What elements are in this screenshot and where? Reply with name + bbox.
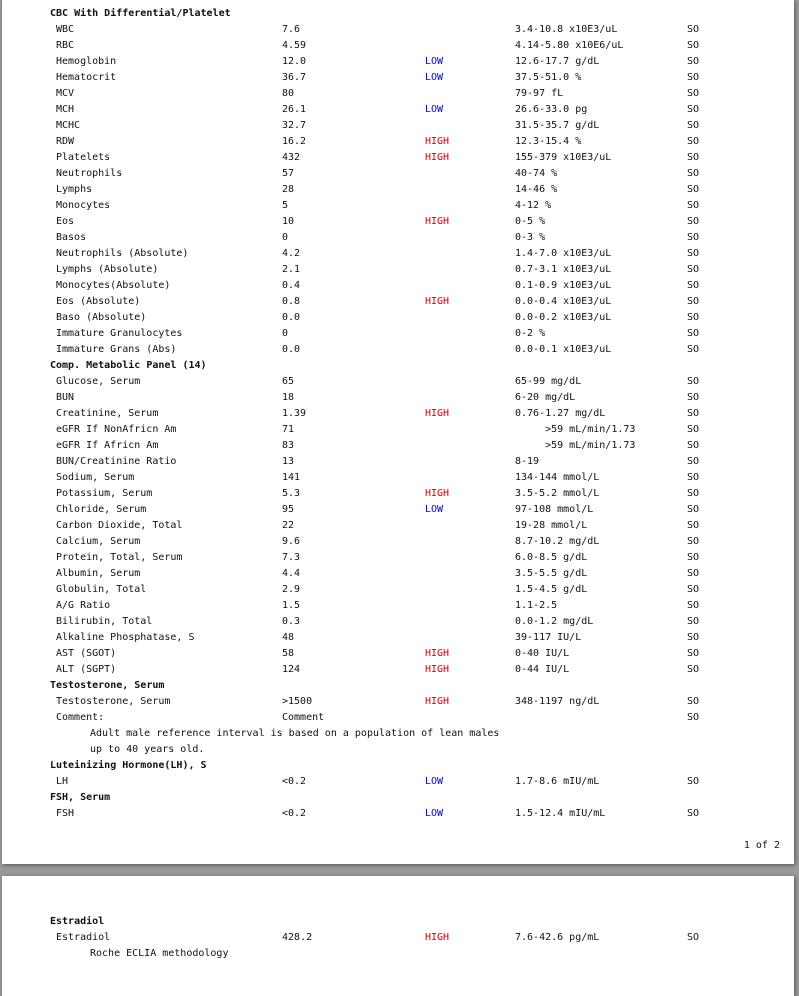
lab-site-code: SO (687, 488, 700, 499)
test-name: BUN/Creatinine Ratio (56, 456, 177, 467)
test-value: 4.2 (282, 248, 301, 259)
result-note (2, 726, 794, 742)
lab-site-code: SO (687, 504, 700, 515)
lab-site-code: SO (687, 264, 700, 275)
test-name: Albumin, Serum (56, 568, 141, 579)
result-row-egfr-if-nonafricn-am (2, 422, 794, 438)
reference-range: >59 mL/min/1.73 (515, 424, 636, 435)
result-row-monocytes (2, 198, 794, 214)
test-value: 22 (282, 520, 295, 531)
reference-range: 0-2 % (515, 328, 546, 339)
test-value: 71 (282, 424, 295, 435)
test-name: Alkaline Phosphatase, S (56, 632, 195, 643)
test-value: <0.2 (282, 776, 307, 787)
reference-range: 3.5-5.2 mmol/L (515, 488, 600, 499)
test-name: WBC (56, 24, 75, 35)
test-value: 10 (282, 216, 295, 227)
reference-range: 31.5-35.7 g/dL (515, 120, 600, 131)
test-value: 83 (282, 440, 295, 451)
lab-site-code: SO (687, 376, 700, 387)
test-value: 13 (282, 456, 295, 467)
test-value: 5 (282, 200, 289, 211)
test-name: RBC (56, 40, 75, 51)
test-name: Protein, Total, Serum (56, 552, 183, 563)
test-name: ALT (SGPT) (56, 664, 117, 675)
result-row-eos (2, 214, 794, 230)
result-flag: HIGH (425, 932, 450, 943)
test-value: 2.9 (282, 584, 301, 595)
lab-site-code: SO (687, 424, 700, 435)
lab-site-code: SO (687, 552, 700, 563)
reference-range: 3.4-10.8 x10E3/uL (515, 24, 618, 35)
result-flag: HIGH (425, 296, 450, 307)
reference-range: 37.5-51.0 % (515, 72, 582, 83)
reference-range: 0.0-0.2 x10E3/uL (515, 312, 612, 323)
test-value: 0 (282, 328, 289, 339)
test-name: Potassium, Serum (56, 488, 153, 499)
test-name: Monocytes (56, 200, 111, 211)
lab-site-code: SO (687, 408, 700, 419)
result-row-creatinine-serum (2, 406, 794, 422)
result-row-sodium-serum (2, 470, 794, 486)
test-value: 12.0 (282, 56, 307, 67)
lab-site-code: SO (687, 648, 700, 659)
test-name: Eos (Absolute) (56, 296, 141, 307)
result-row-alt-sgpt (2, 662, 794, 678)
test-value: 28 (282, 184, 295, 195)
test-name: Immature Grans (Abs) (56, 344, 177, 355)
result-row-mch (2, 102, 794, 118)
result-row-mchc (2, 118, 794, 134)
result-flag: HIGH (425, 152, 450, 163)
result-flag: LOW (425, 72, 444, 83)
test-name: Hemoglobin (56, 56, 117, 67)
section-title: CBC With Differential/Platelet (50, 8, 231, 19)
section-title: Comp. Metabolic Panel (14) (50, 360, 207, 371)
lab-site-code: SO (687, 328, 700, 339)
test-name: MCV (56, 88, 75, 99)
test-value: Comment (282, 712, 325, 723)
result-row-bun (2, 390, 794, 406)
lab-site-code: SO (687, 72, 700, 83)
reference-range: 1.4-7.0 x10E3/uL (515, 248, 612, 259)
test-name: Basos (56, 232, 87, 243)
test-value: 0.8 (282, 296, 301, 307)
result-row-eos-absolute (2, 294, 794, 310)
reference-range: 65-99 mg/dL (515, 376, 582, 387)
reference-range: 8-19 (515, 456, 540, 467)
test-value: 32.7 (282, 120, 307, 131)
result-flag: LOW (425, 776, 444, 787)
result-row-baso-absolute (2, 310, 794, 326)
test-value: 0.4 (282, 280, 301, 291)
test-value: <0.2 (282, 808, 307, 819)
reference-range: 0.0-0.1 x10E3/uL (515, 344, 612, 355)
reference-range: 1.5-4.5 g/dL (515, 584, 588, 595)
test-value: 9.6 (282, 536, 301, 547)
result-row-neutrophils (2, 166, 794, 182)
section-header-fsh-serum (2, 790, 794, 806)
lab-site-code: SO (687, 120, 700, 131)
reference-range: 14-46 % (515, 184, 558, 195)
test-value: 16.2 (282, 136, 307, 147)
result-row-rbc (2, 38, 794, 54)
lab-site-code: SO (687, 632, 700, 643)
result-row-bun-creatinine-ratio (2, 454, 794, 470)
test-name: Globulin, Total (56, 584, 147, 595)
lab-site-code: SO (687, 40, 700, 51)
result-row-fsh (2, 806, 794, 822)
test-value: 428.2 (282, 932, 313, 943)
note-text: up to 40 years old. (90, 744, 205, 755)
reference-range: 0.7-3.1 x10E3/uL (515, 264, 612, 275)
result-row-rdw (2, 134, 794, 150)
test-name: Platelets (56, 152, 111, 163)
lab-site-code: SO (687, 88, 700, 99)
test-name: eGFR If NonAfricn Am (56, 424, 177, 435)
result-row-calcium-serum (2, 534, 794, 550)
result-row-monocytes-absolute (2, 278, 794, 294)
reference-range: 6-20 mg/dL (515, 392, 576, 403)
test-value: 1.5 (282, 600, 301, 611)
result-row-wbc (2, 22, 794, 38)
test-name: Carbon Dioxide, Total (56, 520, 183, 531)
test-value: 48 (282, 632, 295, 643)
test-name: MCHC (56, 120, 81, 131)
test-value: 57 (282, 168, 295, 179)
test-value: 0.0 (282, 344, 301, 355)
lab-site-code: SO (687, 664, 700, 675)
test-value: 80 (282, 88, 295, 99)
test-name: LH (56, 776, 69, 787)
section-title: Testosterone, Serum (50, 680, 165, 691)
reference-range: 348-1197 ng/dL (515, 696, 600, 707)
result-row-lh (2, 774, 794, 790)
test-value: 0 (282, 232, 289, 243)
test-name: eGFR If Africn Am (56, 440, 159, 451)
reference-range: 1.1-2.5 (515, 600, 558, 611)
reference-range: 12.3-15.4 % (515, 136, 582, 147)
lab-site-code: SO (687, 520, 700, 531)
lab-site-code: SO (687, 152, 700, 163)
lab-site-code: SO (687, 216, 700, 227)
result-row-lymphs-absolute (2, 262, 794, 278)
test-name: Neutrophils (Absolute) (56, 248, 189, 259)
section-title: FSH, Serum (50, 792, 111, 803)
reference-range: 0.1-0.9 x10E3/uL (515, 280, 612, 291)
test-value: 4.59 (282, 40, 307, 51)
section-header-comp-metabolic-panel-14 (2, 358, 794, 374)
lab-site-code: SO (687, 168, 700, 179)
result-row-immature-granulocytes (2, 326, 794, 342)
reference-range: 4-12 % (515, 200, 552, 211)
test-name: A/G Ratio (56, 600, 111, 611)
test-value: 1.39 (282, 408, 307, 419)
reference-range: 155-379 x10E3/uL (515, 152, 612, 163)
lab-site-code: SO (687, 584, 700, 595)
test-value: 124 (282, 664, 301, 675)
reference-range: 40-74 % (515, 168, 558, 179)
test-value: >1500 (282, 696, 313, 707)
result-flag: LOW (425, 56, 444, 67)
lab-site-code: SO (687, 104, 700, 115)
test-value: 36.7 (282, 72, 307, 83)
report-page-1 (2, 0, 794, 864)
lab-site-code: SO (687, 136, 700, 147)
test-value: 65 (282, 376, 295, 387)
test-name: RDW (56, 136, 75, 147)
lab-site-code: SO (687, 776, 700, 787)
note-text: Adult male reference interval is based on a population of lean males (90, 728, 500, 739)
section-title: Estradiol (50, 916, 105, 927)
reference-range: 0-40 IU/L (515, 648, 570, 659)
result-row-globulin-total (2, 582, 794, 598)
test-name: Monocytes(Absolute) (56, 280, 171, 291)
result-flag: HIGH (425, 216, 450, 227)
test-value: 4.4 (282, 568, 301, 579)
lab-site-code: SO (687, 932, 700, 943)
reference-range: 0.0-0.4 x10E3/uL (515, 296, 612, 307)
test-name: Eos (56, 216, 75, 227)
test-value: 58 (282, 648, 295, 659)
result-flag: HIGH (425, 648, 450, 659)
lab-site-code: SO (687, 56, 700, 67)
lab-site-code: SO (687, 200, 700, 211)
result-row-egfr-if-africn-am (2, 438, 794, 454)
result-note (2, 946, 794, 962)
reference-range: 0.76-1.27 mg/dL (515, 408, 606, 419)
test-name: AST (SGOT) (56, 648, 117, 659)
test-value: 0.3 (282, 616, 301, 627)
reference-range: 8.7-10.2 mg/dL (515, 536, 600, 547)
test-name: Lymphs (56, 184, 93, 195)
test-value: 5.3 (282, 488, 301, 499)
result-row-hematocrit (2, 70, 794, 86)
lab-site-code: SO (687, 344, 700, 355)
result-row-comment (2, 710, 794, 726)
section-header-luteinizing-hormone-lh-s (2, 758, 794, 774)
test-name: Immature Granulocytes (56, 328, 183, 339)
result-row-platelets (2, 150, 794, 166)
result-flag: HIGH (425, 664, 450, 675)
section-header-estradiol (2, 914, 794, 930)
lab-site-code: SO (687, 248, 700, 259)
test-value: 95 (282, 504, 295, 515)
test-value: 141 (282, 472, 301, 483)
reference-range: 39-117 IU/L (515, 632, 582, 643)
test-name: Calcium, Serum (56, 536, 141, 547)
lab-site-code: SO (687, 472, 700, 483)
lab-site-code: SO (687, 440, 700, 451)
reference-range: 7.6-42.6 pg/mL (515, 932, 600, 943)
result-flag: HIGH (425, 696, 450, 707)
lab-site-code: SO (687, 808, 700, 819)
test-value: 2.1 (282, 264, 301, 275)
test-value: 7.6 (282, 24, 301, 35)
test-name: Comment: (56, 712, 105, 723)
result-row-testosterone-serum (2, 694, 794, 710)
reference-range: 0-44 IU/L (515, 664, 570, 675)
reference-range: 26.6-33.0 pg (515, 104, 588, 115)
test-name: Lymphs (Absolute) (56, 264, 159, 275)
lab-site-code: SO (687, 280, 700, 291)
result-row-immature-grans-abs (2, 342, 794, 358)
test-name: MCH (56, 104, 75, 115)
result-flag: LOW (425, 504, 444, 515)
test-value: 26.1 (282, 104, 307, 115)
result-row-a-g-ratio (2, 598, 794, 614)
lab-site-code: SO (687, 712, 700, 723)
test-name: Bilirubin, Total (56, 616, 153, 627)
lab-site-code: SO (687, 536, 700, 547)
reference-range: 19-28 mmol/L (515, 520, 588, 531)
lab-site-code: SO (687, 568, 700, 579)
test-name: Estradiol (56, 932, 111, 943)
result-flag: LOW (425, 808, 444, 819)
test-name: Testosterone, Serum (56, 696, 171, 707)
test-value: 7.3 (282, 552, 301, 563)
result-row-bilirubin-total (2, 614, 794, 630)
reference-range: 12.6-17.7 g/dL (515, 56, 600, 67)
result-row-alkaline-phosphatase-s (2, 630, 794, 646)
test-name: Sodium, Serum (56, 472, 135, 483)
result-row-basos (2, 230, 794, 246)
reference-range: 0-3 % (515, 232, 546, 243)
test-value: 0.0 (282, 312, 301, 323)
test-name: Neutrophils (56, 168, 123, 179)
result-row-neutrophils-absolute (2, 246, 794, 262)
result-row-albumin-serum (2, 566, 794, 582)
result-row-glucose-serum (2, 374, 794, 390)
reference-range: 0-5 % (515, 216, 546, 227)
reference-range: 79-97 fL (515, 88, 564, 99)
test-value: 432 (282, 152, 301, 163)
reference-range: 6.0-8.5 g/dL (515, 552, 588, 563)
reference-range: 1.7-8.6 mIU/mL (515, 776, 600, 787)
result-note (2, 742, 794, 758)
result-row-chloride-serum (2, 502, 794, 518)
test-name: Hematocrit (56, 72, 117, 83)
report-page-2 (2, 876, 794, 996)
lab-site-code: SO (687, 696, 700, 707)
test-name: Chloride, Serum (56, 504, 147, 515)
reference-range: 4.14-5.80 x10E6/uL (515, 40, 624, 51)
section-header-cbc-with-differential-platelet (2, 6, 794, 22)
test-name: FSH (56, 808, 75, 819)
test-name: Creatinine, Serum (56, 408, 159, 419)
result-row-protein-total-serum (2, 550, 794, 566)
result-row-carbon-dioxide-total (2, 518, 794, 534)
test-name: Glucose, Serum (56, 376, 141, 387)
lab-site-code: SO (687, 456, 700, 467)
lab-site-code: SO (687, 392, 700, 403)
lab-site-code: SO (687, 312, 700, 323)
lab-site-code: SO (687, 616, 700, 627)
result-flag: LOW (425, 104, 444, 115)
test-name: Baso (Absolute) (56, 312, 147, 323)
reference-range: 97-108 mmol/L (515, 504, 594, 515)
test-name: BUN (56, 392, 75, 403)
lab-site-code: SO (687, 296, 700, 307)
section-title: Luteinizing Hormone(LH), S (50, 760, 207, 771)
reference-range: 1.5-12.4 mIU/mL (515, 808, 606, 819)
result-row-potassium-serum (2, 486, 794, 502)
result-flag: HIGH (425, 408, 450, 419)
result-row-lymphs (2, 182, 794, 198)
result-row-hemoglobin (2, 54, 794, 70)
note-text: Roche ECLIA methodology (90, 948, 229, 959)
reference-range: 3.5-5.5 g/dL (515, 568, 588, 579)
result-row-ast-sgot (2, 646, 794, 662)
reference-range: 134-144 mmol/L (515, 472, 600, 483)
test-value: 18 (282, 392, 295, 403)
result-row-estradiol (2, 930, 794, 946)
result-flag: HIGH (425, 488, 450, 499)
section-header-testosterone-serum (2, 678, 794, 694)
lab-site-code: SO (687, 184, 700, 195)
reference-range: 0.0-1.2 mg/dL (515, 616, 594, 627)
lab-site-code: SO (687, 600, 700, 611)
lab-site-code: SO (687, 232, 700, 243)
result-flag: HIGH (425, 136, 450, 147)
reference-range: >59 mL/min/1.73 (515, 440, 636, 451)
result-row-mcv (2, 86, 794, 102)
page-number: 1 of 2 (743, 840, 780, 851)
lab-site-code: SO (687, 24, 700, 35)
